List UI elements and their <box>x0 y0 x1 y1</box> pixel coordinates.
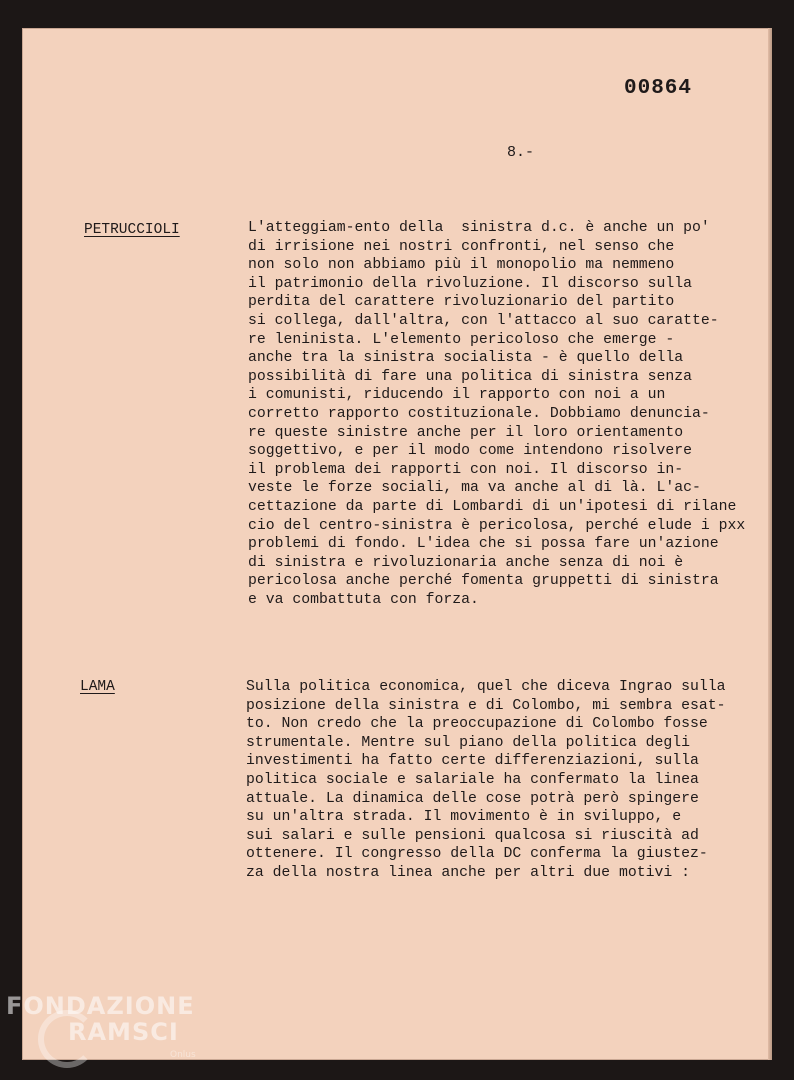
speech-line: problemi di fondo. L'idea che si possa fare un'azione <box>248 536 719 553</box>
speech-line: politica sociale e salariale ha confermato la linea <box>246 771 699 788</box>
speech-line: di sinistra e rivoluzionaria anche senza di noi è <box>248 554 684 571</box>
speech-line: posizione della sinistra e di Colombo, mi sembra esat- <box>246 697 726 714</box>
speech-line: Sulla politica economica, quel che diceva Ingrao sulla <box>246 679 726 695</box>
page-number: 8.- <box>507 144 535 161</box>
watermark-sub: Onlus <box>170 1050 196 1060</box>
speaker-petruccioli: PETRUCCIOLI <box>84 222 180 238</box>
speech-line: L'atteggiam-ento della sinistra d.c. è anche un po' <box>248 220 710 236</box>
speaker-lama: LAMA <box>80 679 115 695</box>
speech-line: cio del centro-sinistra è pericolosa, perché elude i pxx <box>248 517 746 534</box>
speech-line: za della nostra linea anche per altri due motivi : <box>246 864 690 881</box>
speech-line: re leninista. L'elemento pericoloso che emerge - <box>248 331 675 348</box>
speech-line: attuale. La dinamica delle cose potrà però spingere <box>246 790 699 807</box>
speech-line: non solo non abbiamo più il monopolio ma nemmeno <box>248 257 675 274</box>
speech-line: cettazione da parte di Lombardi di un'ipotesi di rilane <box>248 498 737 515</box>
speech-line: re queste sinistre anche per il loro orientamento <box>248 424 684 441</box>
watermark-line1: FONDAZIONE <box>6 992 195 1020</box>
watermark-line2: RAMSCI <box>68 1018 179 1046</box>
document-number: 00864 <box>624 77 693 100</box>
speech-line: si collega, dall'altra, con l'attacco al suo caratte- <box>248 312 719 329</box>
speech-line: possibilità di fare una politica di sinistra senza <box>248 368 692 385</box>
speech-line: strumentale. Mentre sul piano della politica degli <box>246 734 690 751</box>
speech-line: pericolosa anche perché fomenta gruppetti di sinistra <box>248 573 719 590</box>
speech-line: e va combattuta con forza. <box>248 591 479 608</box>
speech-petruccioli <box>248 219 748 609</box>
speech-line: corretto rapporto costituzionale. Dobbiamo denuncia- <box>248 405 710 422</box>
speech-line: anche tra la sinistra socialista - è quello della <box>248 350 684 367</box>
speech-line: i comunisti, riducendo il rapporto con noi a un <box>248 387 666 404</box>
speech-line: sui salari e sulle pensioni qualcosa si riuscità ad <box>246 827 699 844</box>
speech-line: soggettivo, e per il modo come intendono risolvere <box>248 443 692 460</box>
speech-line: perdita del carattere rivoluzionario del partito <box>248 294 675 311</box>
fondazione-gramsci-watermark <box>6 992 206 1072</box>
speech-line: il problema dei rapporti con noi. Il discorso in- <box>248 461 684 478</box>
speech-line: su un'altra strada. Il movimento è in sviluppo, e <box>246 809 682 826</box>
speech-line: ottenere. Il congresso della DC conferma la giustez- <box>246 846 708 863</box>
page-edge <box>768 28 772 1060</box>
speech-line: veste le forze sociali, ma va anche al di là. L'ac- <box>248 480 701 497</box>
speech-line: il patrimonio della rivoluzione. Il discorso sulla <box>248 275 692 292</box>
speech-lama <box>246 678 746 883</box>
speech-line: di irrisione nei nostri confronti, nel senso che <box>248 238 675 255</box>
speech-line: to. Non credo che la preoccupazione di Colombo fosse <box>246 716 708 733</box>
document-page <box>22 28 772 1060</box>
speech-line: investimenti ha fatto certe differenziazioni, sulla <box>246 753 699 770</box>
